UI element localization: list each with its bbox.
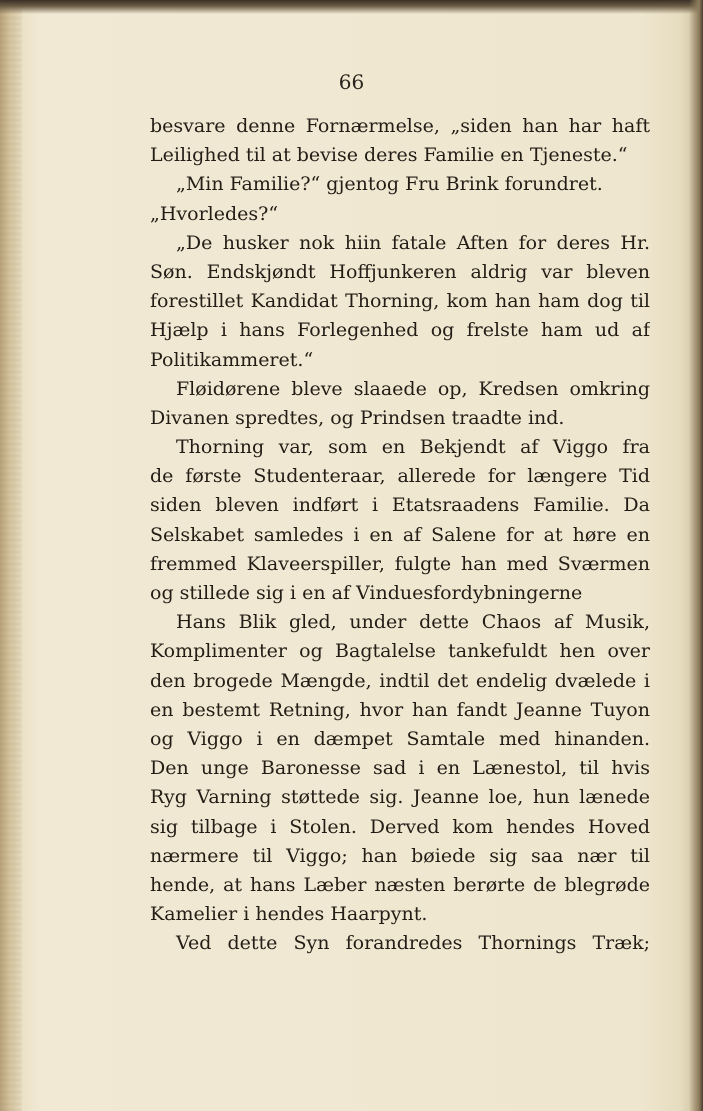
text-line: siden bleven indført i Etatsraadens Familie. Da: [150, 494, 650, 517]
text-line: den brogede Mængde, indtil det endelig dvælede i: [150, 669, 650, 692]
text-line: „Hvorledes?“: [150, 202, 279, 225]
text-line: nærmere til Viggo; han bøiede sig saa nær til: [150, 844, 650, 867]
text-line: hende, at hans Læber næsten berørte de blegrøde: [150, 873, 650, 896]
text-line: fremmed Klaveerspiller, fulgte han med Sværmen: [150, 552, 650, 575]
text-line: „Min Familie?“ gjentog Fru Brink forundret.: [176, 173, 603, 196]
text-line: Ved dette Syn forandredes Thornings Træk;: [176, 932, 650, 955]
body-text: [150, 112, 650, 958]
text-line: Søn. Endskjøndt Hoffjunkeren aldrig var bleven: [150, 260, 650, 283]
text-line: „De husker nok hiin fatale Aften for deres Hr.: [176, 231, 650, 254]
text-line: de første Studenteraar, allerede for længere Tid: [150, 465, 650, 488]
text-line: besvare denne Fornærmelse, „siden han har haft: [150, 115, 650, 137]
text-line: Selskabet samledes i en af Salene for at høre en: [150, 523, 650, 546]
text-line: Kamelier i hendes Haarpynt.: [150, 903, 428, 926]
text-line: og Viggo i en dæmpet Samtale med hinanden.: [150, 727, 650, 750]
text-line: Ryg Varning støttede sig. Jeanne loe, hun lænede: [150, 786, 650, 809]
page-gutter: [0, 0, 22, 1111]
text-line: forestillet Kandidat Thorning, kom han ham dog til: [150, 290, 650, 313]
text-line: en bestemt Retning, hvor han fandt Jeanne Tuyon: [150, 698, 650, 721]
text-line: og stillede sig i en af Vinduesfordybningerne: [150, 582, 583, 604]
text-line: Fløidørene bleve slaaede op, Kredsen omkring: [176, 377, 650, 400]
text-line: Politikammeret.“: [150, 348, 314, 371]
page-top-edge: [0, 0, 703, 14]
text-line: Hjælp i hans Forlegenhed og frelste ham ud af: [150, 319, 650, 342]
text-line: Divanen spredtes, og Prindsen traadte ind.: [150, 406, 565, 429]
text-line: Hans Blik gled, under dette Chaos af Musik,: [176, 611, 650, 634]
text-line: Thorning var, som en Bekjendt af Viggo fra: [176, 436, 650, 459]
text-line: sig tilbage i Stolen. Derved kom hendes Hoved: [150, 815, 650, 838]
page-number: 66: [338, 70, 365, 94]
text-line: Leilighed til at bevise deres Familie en Tjeneste.“: [150, 144, 628, 167]
page-right-edge: [689, 0, 703, 1111]
text-line: Komplimenter og Bagtalelse tankefuldt hen over: [150, 640, 650, 663]
text-line: Den unge Baronesse sad i en Lænestol, til hvis: [150, 757, 650, 780]
